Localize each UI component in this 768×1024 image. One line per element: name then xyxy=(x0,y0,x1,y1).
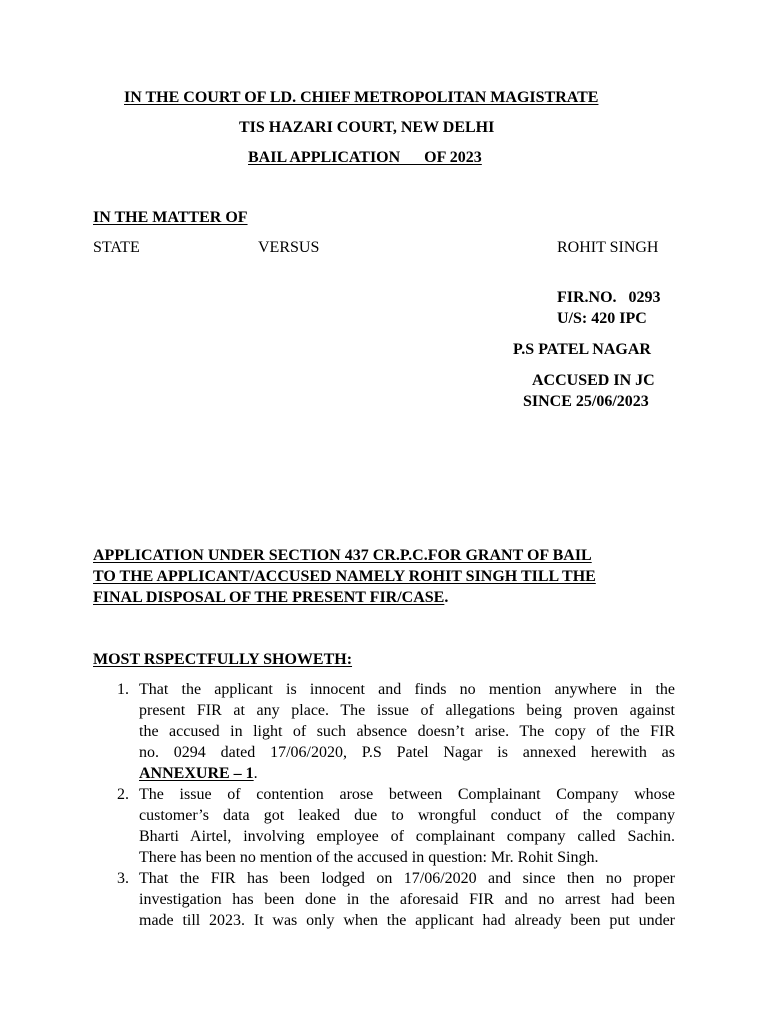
police-station: P.S PATEL NAGAR xyxy=(513,341,651,358)
annexure-period: . xyxy=(253,765,258,782)
paragraph-line: Bharti Airtel, involving employee of complainant company called Sachin. xyxy=(139,828,675,845)
annexure-label: ANNEXURE – 1 xyxy=(139,765,254,782)
application-heading-line: TO THE APPLICANT/ACCUSED NAMELY ROHIT SINGH TILL THE xyxy=(93,568,596,585)
fir-number: FIR.NO. 0293 xyxy=(557,289,661,306)
list-item xyxy=(93,868,675,931)
party-state: STATE xyxy=(93,239,140,256)
paragraph-line: no. 0294 dated 17/06/2020, P.S Patel Nagar is annexed herewith as xyxy=(139,744,675,761)
paragraph-line: The issue of contention arose between Complainant Company whose xyxy=(139,786,675,803)
custody-since: SINCE 25/06/2023 xyxy=(523,393,649,410)
list-item xyxy=(93,784,675,868)
list-item xyxy=(93,679,675,784)
showeth-heading: MOST RSPECTFULLY SHOWETH: xyxy=(93,651,353,668)
application-heading-line: APPLICATION UNDER SECTION 437 CR.P.C.FOR GRANT OF BAIL xyxy=(93,547,592,564)
paragraph-line: There has been no mention of the accused in question: Mr. Rohit Singh. xyxy=(139,849,599,866)
paragraph-line xyxy=(139,763,675,784)
party-accused: ROHIT SINGH xyxy=(557,239,659,256)
paragraph-number: 1. xyxy=(117,681,129,698)
paragraph-number: 3. xyxy=(117,870,129,887)
application-heading xyxy=(93,545,596,608)
paragraph-list xyxy=(93,679,675,931)
matter-heading: IN THE MATTER OF xyxy=(93,209,248,226)
paragraph-line: investigation has been done in the aforesaid FIR and no arrest had been xyxy=(139,891,675,908)
paragraph-line: made till 2023. It was only when the applicant had already been put under xyxy=(139,912,675,929)
paragraph-line: That the applicant is innocent and finds no mention anywhere in the xyxy=(139,681,675,698)
application-heading-line xyxy=(93,587,596,608)
section-label: U/S: 420 IPC xyxy=(557,310,647,327)
paragraph-line: customer’s data got leaked due to wrongful conduct of the company xyxy=(139,807,675,824)
paragraph-number: 2. xyxy=(117,786,129,803)
paragraph-line: the accused in light of such absence doesn’t arise. The copy of the FIR xyxy=(139,723,675,740)
application-heading-text: FINAL DISPOSAL OF THE PRESENT FIR/CASE xyxy=(93,589,445,606)
court-heading: IN THE COURT OF LD. CHIEF METROPOLITAN MAGISTRATE xyxy=(124,89,599,106)
heading-period: . xyxy=(444,589,449,606)
court-location: TIS HAZARI COURT, NEW DELHI xyxy=(239,119,495,136)
versus-label: VERSUS xyxy=(258,239,320,256)
paragraph-line: present FIR at any place. The issue of allegations being proven against xyxy=(139,702,675,719)
paragraph-line: That the FIR has been lodged on 17/06/2020 and since then no proper xyxy=(139,870,675,887)
bail-application-title: BAIL APPLICATION OF 2023 xyxy=(248,149,482,166)
custody-status: ACCUSED IN JC xyxy=(532,372,655,389)
